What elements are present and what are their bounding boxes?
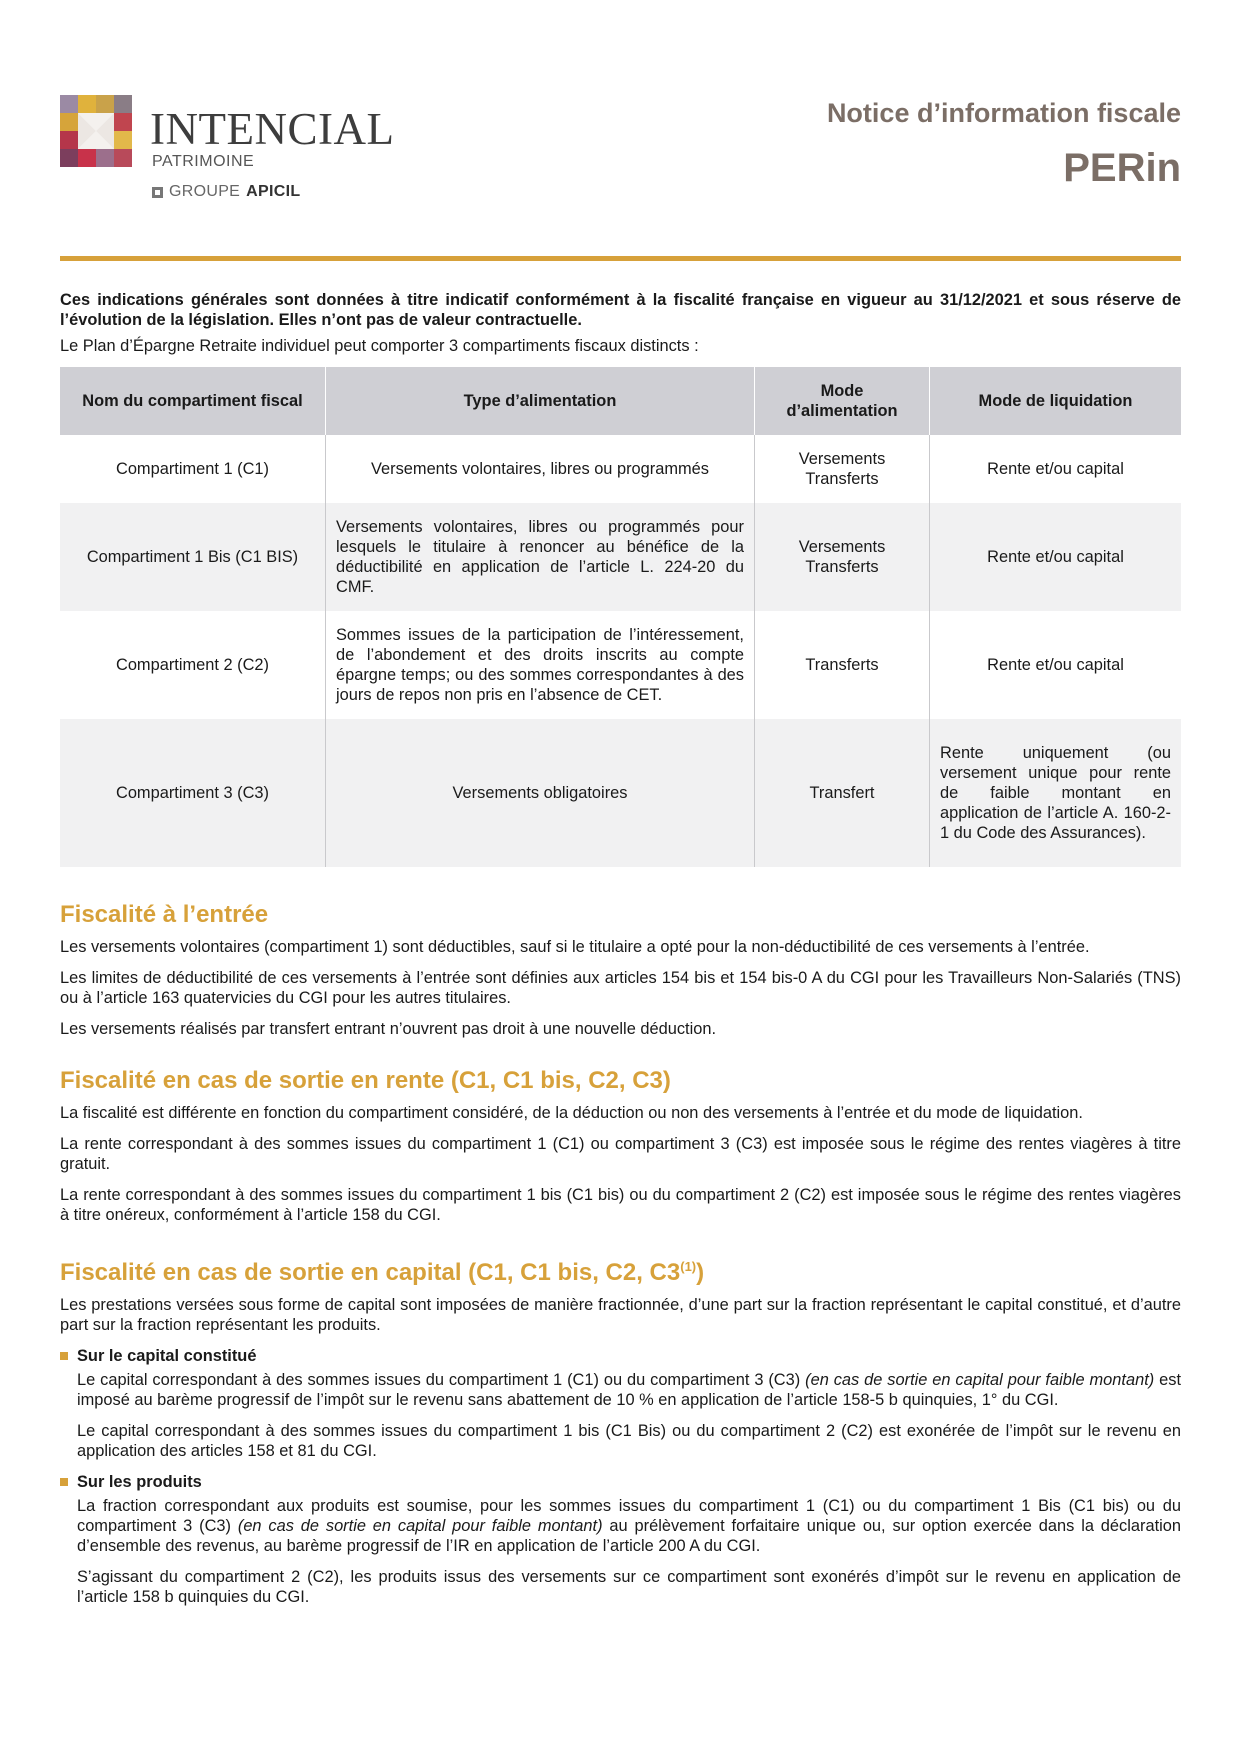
table-cell: Versements Transferts (755, 503, 930, 611)
document-title: Notice d’information fiscale (826, 98, 1181, 128)
bullet-title: Sur les produits (77, 1473, 202, 1491)
table-cell: Versements volontaires, libres ou programmés (326, 435, 755, 503)
table-cell: Rente et/ou capital (930, 503, 1182, 611)
paragraph: La rente correspondant à des sommes issues du compartiment 1 (C1) ou compartiment 3 (C3) est imposée sous le régime des rentes viagères à titre gratuit. (60, 1135, 1181, 1173)
brand-mosaic-icon (60, 95, 132, 167)
section-title-end: ) (696, 1259, 705, 1286)
table-cell: Rente et/ou capital (987, 656, 1124, 674)
document-product: PERin (1063, 146, 1181, 190)
col-header-mode: Mode d’alimentation (755, 367, 930, 435)
bullet-produits (60, 1472, 1181, 1492)
brand-name: INTENCIAL (150, 104, 395, 154)
table-cell: Versements Transferts (755, 435, 930, 503)
section-title-capital (60, 1257, 1181, 1286)
brand-group-prefix: GROUPE (169, 183, 241, 200)
section-title-rente: Fiscalité en cas de sortie en rente (C1, C1 bis, C2, C3) (60, 1067, 671, 1094)
table-cell: Transferts (755, 611, 930, 719)
col-header-liquidation: Mode de liquidation (930, 367, 1182, 435)
text-run: La fraction correspondant aux produits est soumise, pour les sommes issues du compartiment 1 (C1) ou du compartiment 1 Bis (C1 bis) ou du compartiment 3 (C3) (77, 1497, 1181, 1535)
paragraph: Les limites de déductibilité de ces versements à l’entrée sont définies aux articles 154 bis et 154 bis-0 A du CGI pour les Travailleurs Non-Salariés (TNS) ou à l’article 163 quatervicies du CGI pour les autres titulaires. (60, 969, 1181, 1007)
table-cell: Compartiment 2 (C2) (60, 611, 326, 719)
bullet-body (60, 1496, 1181, 1607)
disclaimer: Ces indications générales sont données à titre indicatif conformément à la fiscalité française en vigueur au 31/12/2021 et sous réserve de l’évolution de la législation. Elles n’ont pas de valeur contractuelle. (60, 291, 1181, 329)
table-row (60, 719, 1181, 867)
brand-group (152, 183, 300, 201)
paragraph: La fiscalité est différente en fonction du compartiment considéré, de la déduction ou non des versements à l’entrée et du mode de liquidation. (60, 1104, 1083, 1122)
paragraph: Les prestations versées sous forme de capital sont imposées de manière fractionnée, d’une part sur la fraction représentant le capital constitué, et d’autre part sur la fraction représentant les produits. (60, 1296, 1181, 1334)
group-square-icon (152, 187, 163, 198)
paragraph: Le capital correspondant à des sommes issues du compartiment 1 bis (C1 Bis) ou du compartiment 2 (C2) est exonérée de l’impôt sur le revenu en application des articles 158 et 81 du CGI. (77, 1422, 1181, 1460)
paragraph: S’agissant du compartiment 2 (C2), les produits issus des versements sur ce compartiment sont exonérés d’impôt sur le revenu en application de l’article 158 b quinquies du CGI. (77, 1568, 1181, 1606)
table-cell: Transfert (755, 719, 930, 867)
brand-group-name: APICIL (246, 183, 301, 200)
header-divider (60, 256, 1181, 261)
document-body (60, 290, 1181, 1618)
text-run: est imposé au barème progressif de l’impôt sur le revenu sans abattement de 10 % en application de l’article 158-5 b quinquies, 1° du CGI. (77, 1371, 1181, 1409)
table-cell: Rente uniquement (ou versement unique pour rente de faible montant en application de l’article A. 160-2-1 du Code des Assurances). (930, 719, 1182, 867)
footnote-ref: (1) (680, 1259, 697, 1274)
table-cell: Rente et/ou capital (987, 460, 1124, 478)
paragraph (77, 1496, 1181, 1556)
paragraph (77, 1370, 1181, 1410)
bullet-square-icon (60, 1478, 68, 1486)
compartments-table (60, 367, 1181, 867)
col-header-type: Type d’alimentation (326, 367, 755, 435)
table-row (60, 435, 1181, 503)
section-title-text: Fiscalité en cas de sortie en capital (C1, C1 bis, C2, C3 (60, 1259, 681, 1286)
paragraph: Les versements réalisés par transfert entrant n’ouvrent pas droit à une nouvelle déduction. (60, 1020, 717, 1038)
table-cell: Compartiment 1 (C1) (60, 435, 326, 503)
table-row (60, 611, 1181, 719)
table-cell: Versements volontaires, libres ou programmés pour lesquels le titulaire à renoncer au bénéfice de la déductibilité en application de l’article L. 224-20 du CMF. (326, 503, 755, 611)
paragraph: Les versements volontaires (compartiment 1) sont déductibles, sauf si le titulaire a opté pour la non-déductibilité de ces versements à l’entrée. (60, 938, 1090, 956)
table-cell: Compartiment 3 (C3) (60, 719, 326, 867)
bullet-capital-constitue (60, 1346, 1181, 1366)
section-title-entree: Fiscalité à l’entrée (60, 901, 269, 928)
table-row (60, 503, 1181, 611)
text-run-italic: (en cas de sortie en capital pour faible montant) (805, 1371, 1155, 1389)
bullet-body (60, 1370, 1181, 1461)
text-run: Le capital correspondant à des sommes issues du compartiment 1 (C1) ou du compartiment 3 (C3) (77, 1371, 806, 1389)
text-run: au prélèvement forfaitaire unique ou, sur option exercée dans la déclaration d’ensemble des revenus, au barème progressif de l’IR en application de l’article 200 A du CGI. (77, 1517, 1181, 1555)
table-cell: Versements obligatoires (326, 719, 755, 867)
bullet-square-icon (60, 1352, 68, 1360)
table-header-row (60, 367, 1181, 435)
paragraph: La rente correspondant à des sommes issues du compartiment 1 bis (C1 bis) ou du compartiment 2 (C2) est imposée sous le régime des rentes viagères à titre onéreux, conformément à l’article 158 du CGI. (60, 1186, 1181, 1224)
bullet-title: Sur le capital constitué (77, 1347, 257, 1365)
intro-text: Le Plan d’Épargne Retraite individuel peut comporter 3 compartiments fiscaux distincts : (60, 337, 699, 355)
text-run-italic: (en cas de sortie en capital pour faible montant) (237, 1517, 603, 1535)
brand-logo (60, 95, 400, 205)
brand-subtitle: PATRIMOINE (152, 153, 255, 170)
col-header-name: Nom du compartiment fiscal (60, 367, 326, 435)
table-cell: Sommes issues de la participation de l’intéressement, de l’abondement et des droits inscrits au compte épargne temps; ou des sommes correspondantes à des jours de repos non pris en l’absence de CET. (326, 611, 755, 719)
table-cell: Compartiment 1 Bis (C1 BIS) (60, 503, 326, 611)
